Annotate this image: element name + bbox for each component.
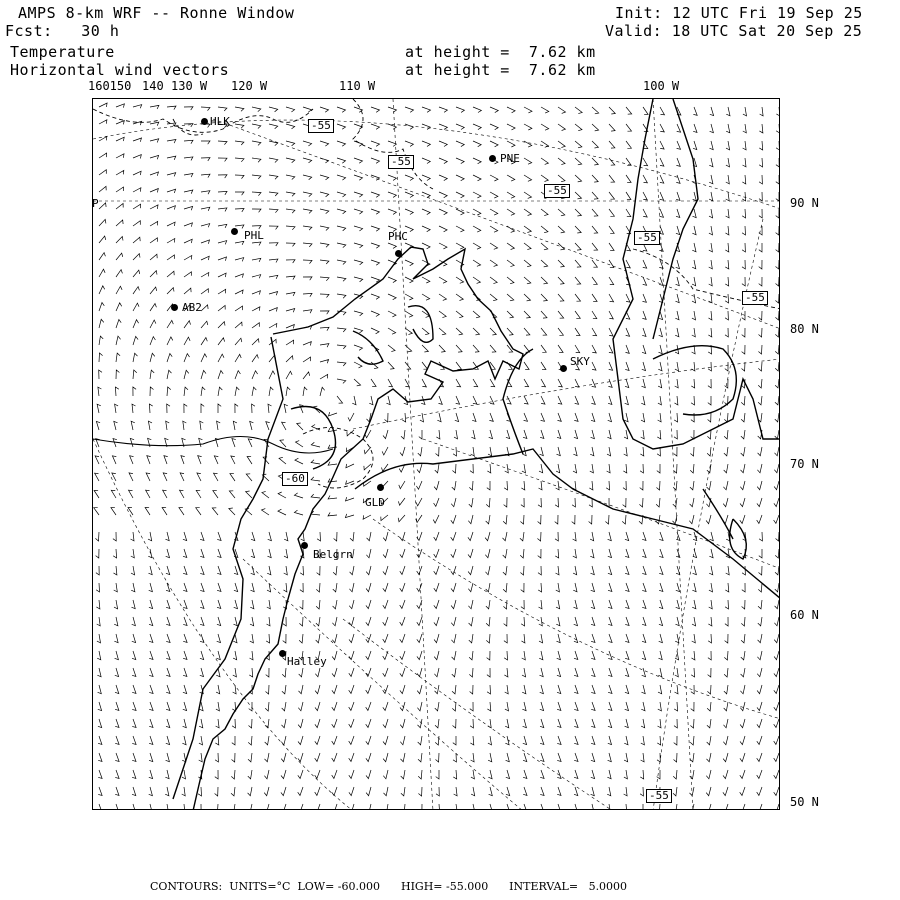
lat-label: 70 N bbox=[790, 457, 819, 471]
temperature-contours bbox=[93, 437, 333, 454]
station-marker bbox=[301, 542, 308, 549]
lon-label: 130 W bbox=[171, 79, 208, 93]
station-label-gld: GLD bbox=[365, 496, 385, 509]
contour-label: -55 bbox=[308, 119, 334, 133]
init-time: Init: 12 UTC Fri 19 Sep 25 bbox=[615, 4, 863, 22]
station-marker bbox=[560, 365, 567, 372]
map-panel bbox=[92, 98, 780, 810]
contour-label: -55 bbox=[634, 231, 660, 245]
station-marker bbox=[395, 250, 402, 257]
field-temperature-label: Temperature bbox=[10, 43, 115, 61]
station-marker bbox=[279, 650, 286, 657]
forecast-hour: Fcst: 30 h bbox=[5, 22, 120, 40]
lon-label: 120 W bbox=[231, 79, 268, 93]
contour-label: -55 bbox=[388, 155, 414, 169]
lat-label: 90 N bbox=[790, 196, 819, 210]
station-marker bbox=[231, 228, 238, 235]
lat-label: 80 N bbox=[790, 322, 819, 336]
coastline bbox=[173, 99, 780, 810]
wind-vectors bbox=[94, 103, 780, 810]
valid-time: Valid: 18 UTC Sat 20 Sep 25 bbox=[605, 22, 863, 40]
station-marker bbox=[171, 304, 178, 311]
station-marker bbox=[377, 484, 384, 491]
station-marker bbox=[201, 118, 208, 125]
contour-label: -55 bbox=[742, 291, 768, 305]
station-label-pne: PNE bbox=[500, 152, 520, 165]
lat-label: 60 N bbox=[790, 608, 819, 622]
station-label-hlk: HLK bbox=[210, 115, 230, 128]
wind-barb-field bbox=[94, 103, 780, 810]
station-label-phl: PHL bbox=[244, 229, 264, 242]
pole-label: P bbox=[92, 197, 99, 210]
contour-label: -55 bbox=[544, 184, 570, 198]
lon-label: 100 W bbox=[643, 79, 680, 93]
station-label-sky: SKY bbox=[570, 355, 590, 368]
contour-label: -60 bbox=[282, 472, 308, 486]
field-wind-label: Horizontal wind vectors bbox=[10, 61, 230, 79]
contour-label: -55 bbox=[646, 789, 672, 803]
map-title: AMPS 8-km WRF -- Ronne Window bbox=[18, 4, 295, 22]
ice-shelf-edge bbox=[93, 99, 780, 488]
station-label-ab2: AB2 bbox=[182, 301, 202, 314]
station-label-halley: Halley bbox=[287, 655, 327, 668]
station-label-belgrn: Belgrn bbox=[313, 548, 353, 561]
contour-info-footer: CONTOURS: UNITS=°C LOW= -60.000 HIGH= -55.000 INTERVAL= 5.0000 bbox=[150, 880, 628, 893]
lon-label: 160150 bbox=[88, 79, 132, 93]
field-wind-height: at height = 7.62 km bbox=[405, 61, 596, 79]
station-label-phc: PHC bbox=[388, 230, 408, 243]
station-marker bbox=[489, 155, 496, 162]
lon-label: 110 W bbox=[339, 79, 376, 93]
map-canvas bbox=[93, 99, 780, 810]
lon-label: 140 bbox=[142, 79, 164, 93]
lat-label: 50 N bbox=[790, 795, 819, 809]
field-temperature-height: at height = 7.62 km bbox=[405, 43, 596, 61]
